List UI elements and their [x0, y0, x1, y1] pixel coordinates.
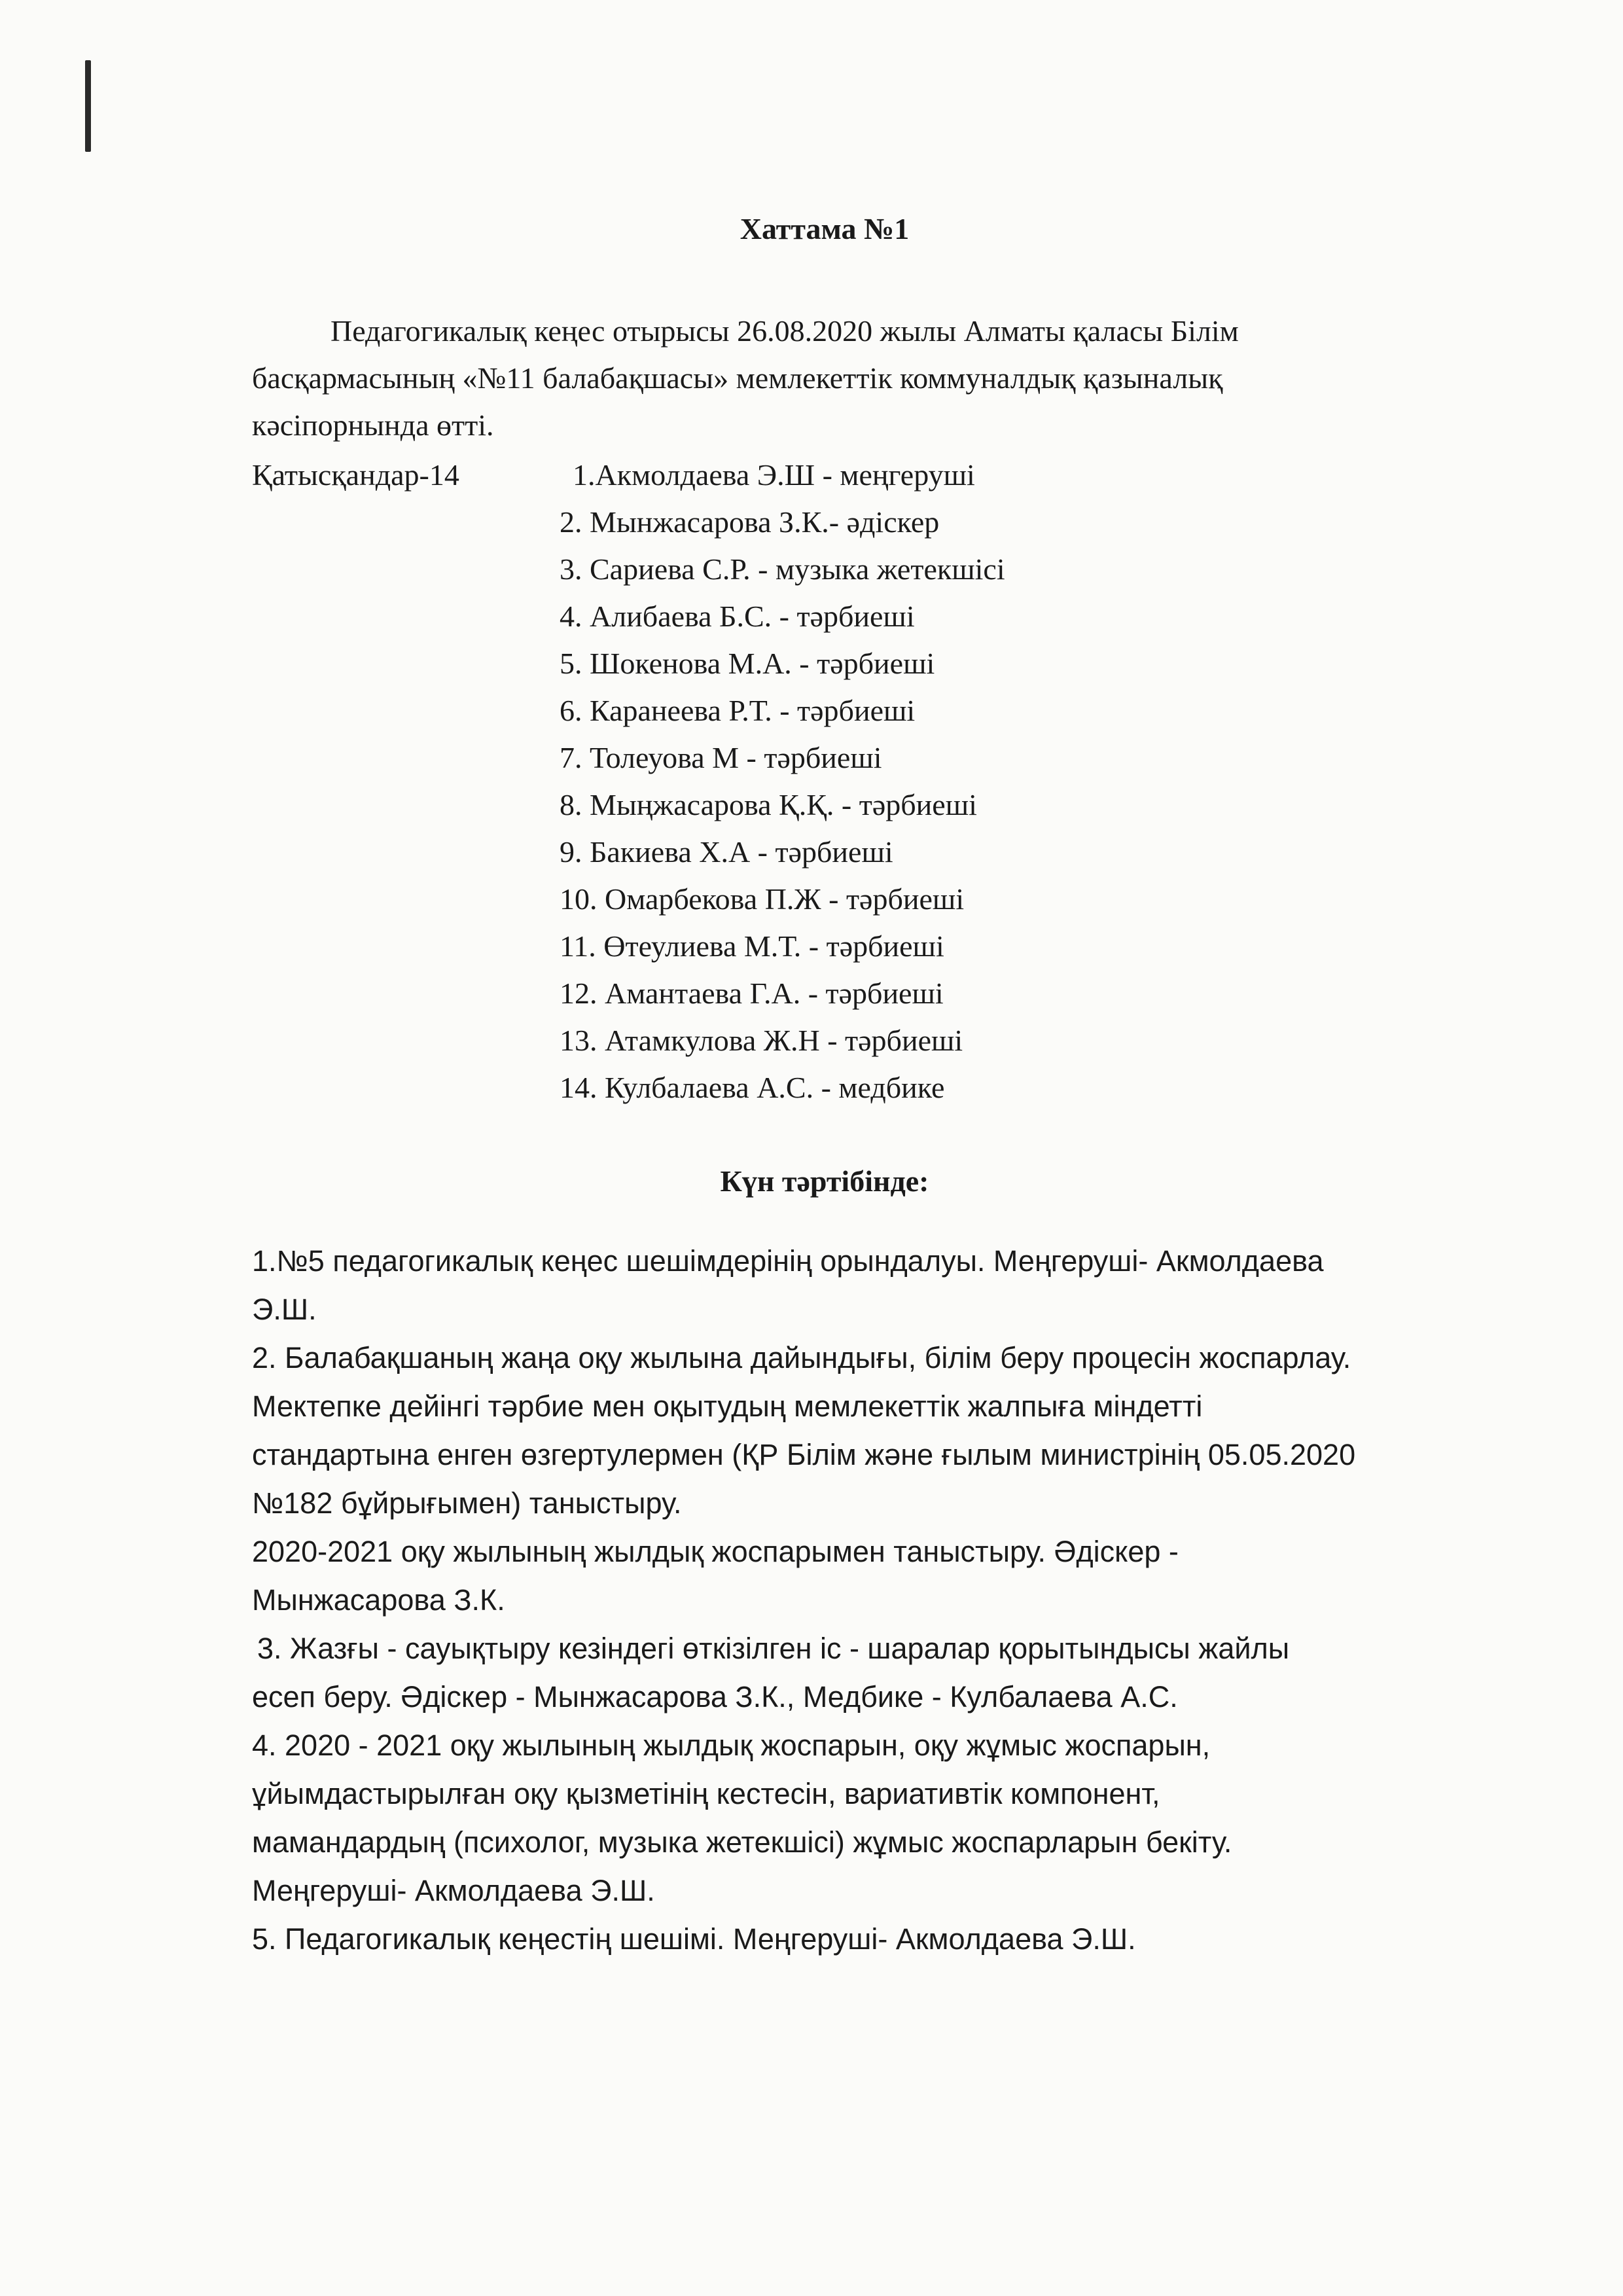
agenda-line: 2. Балабақшаның жаңа оқу жылына дайындығы, білім беру процесін жоспарлау.	[252, 1341, 1351, 1374]
agenda-title: Күн тәртібінде:	[720, 1164, 929, 1198]
participant-item: 8. Мыңжасарова Қ.Қ. - тәрбиеші	[560, 788, 977, 821]
participant-item: 3. Сариева С.Р. - музыка жетекшісі	[560, 552, 1005, 586]
agenda-line: 2020-2021 оқу жылының жылдық жоспарымен таныстыру. Әдіскер -	[252, 1535, 1179, 1568]
participant-item: 9. Бакиева Х.А - тәрбиеші	[560, 835, 893, 869]
agenda-line: Мектепке дейінгі тәрбие мен оқытудың мемлекеттік жалпыға міндетті	[252, 1390, 1203, 1423]
participant-item: 4. Алибаева Б.С. - тәрбиеші	[560, 600, 915, 633]
intro-paragraph	[252, 308, 1535, 449]
participant-item: 10. Омарбекова П.Ж - тәрбиеші	[560, 882, 965, 916]
participant-item: 2. Мынжасарова З.К.- әдіскер	[560, 505, 940, 539]
participant-item: 1.Акмолдаева Э.Ш - меңгеруші	[573, 458, 975, 492]
agenda-line: №182 бұйрығымен) таныстыру.	[252, 1486, 682, 1520]
agenda-line: ұйымдастырылған оқу қызметінің кестесін, вариативтік компонент,	[252, 1777, 1160, 1810]
agenda-list	[252, 1237, 1574, 1964]
agenda-line: 1.№5 педагогикалық кеңес шешімдерінің орындалуы. Меңгеруші- Акмолдаева	[252, 1244, 1324, 1278]
participant-item: 11. Өтеулиева М.Т. - тәрбиеші	[560, 929, 944, 963]
agenda-line: 5. Педагогикалық кеңестің шешімі. Меңгеруші- Акмолдаева Э.Ш.	[252, 1922, 1136, 1956]
participant-item: 12. Амантаева Г.А. - тәрбиеші	[560, 977, 944, 1010]
agenda-line: 3. Жазғы - сауықтыру кезіндегі өткізілген іс - шаралар қорытындысы жайлы	[257, 1632, 1290, 1665]
intro-line: кәсіпорнында өтті.	[252, 408, 494, 442]
participant-item: 5. Шокенова М.А. - тәрбиеші	[560, 647, 935, 680]
agenda-line: Э.Ш.	[252, 1293, 317, 1326]
intro-line: басқармасының «№11 балабақшасы» мемлекеттік коммуналдық қазыналық	[252, 361, 1223, 395]
document-title: Хаттама №1	[740, 212, 910, 245]
participant-item: 6. Каранеева Р.Т. - тәрбиеші	[560, 694, 916, 727]
participants-label: Қатысқандар-14	[252, 458, 459, 492]
agenda-line: стандартына енген өзгертулермен (ҚР Білім және ғылым министрінің 05.05.2020	[252, 1438, 1356, 1471]
margin-mark	[85, 60, 91, 152]
participant-item: 14. Кулбалаева А.С. - медбике	[560, 1071, 945, 1104]
agenda-line: 4. 2020 - 2021 оқу жылының жылдық жоспарын, оқу жұмыс жоспарын,	[252, 1729, 1211, 1762]
participant-item: 13. Атамкулова Ж.Н - тәрбиеші	[560, 1024, 963, 1057]
participant-item: 7. Толеуова М - тәрбиеші	[560, 741, 882, 774]
agenda-line: Меңгеруші- Акмолдаева Э.Ш.	[252, 1874, 655, 1907]
intro-line: Педагогикалық кеңес отырысы 26.08.2020 жылы Алматы қаласы Білім	[330, 314, 1239, 348]
agenda-line: мамандардың (психолог, музыка жетекшісі) жұмыс жоспарларын бекіту.	[252, 1825, 1232, 1859]
agenda-line: Мынжасарова З.К.	[252, 1583, 505, 1617]
agenda-line: есеп беру. Әдіскер - Мынжасарова З.К., Медбике - Кулбалаева А.С.	[252, 1680, 1178, 1713]
participants-list	[560, 452, 1005, 1111]
